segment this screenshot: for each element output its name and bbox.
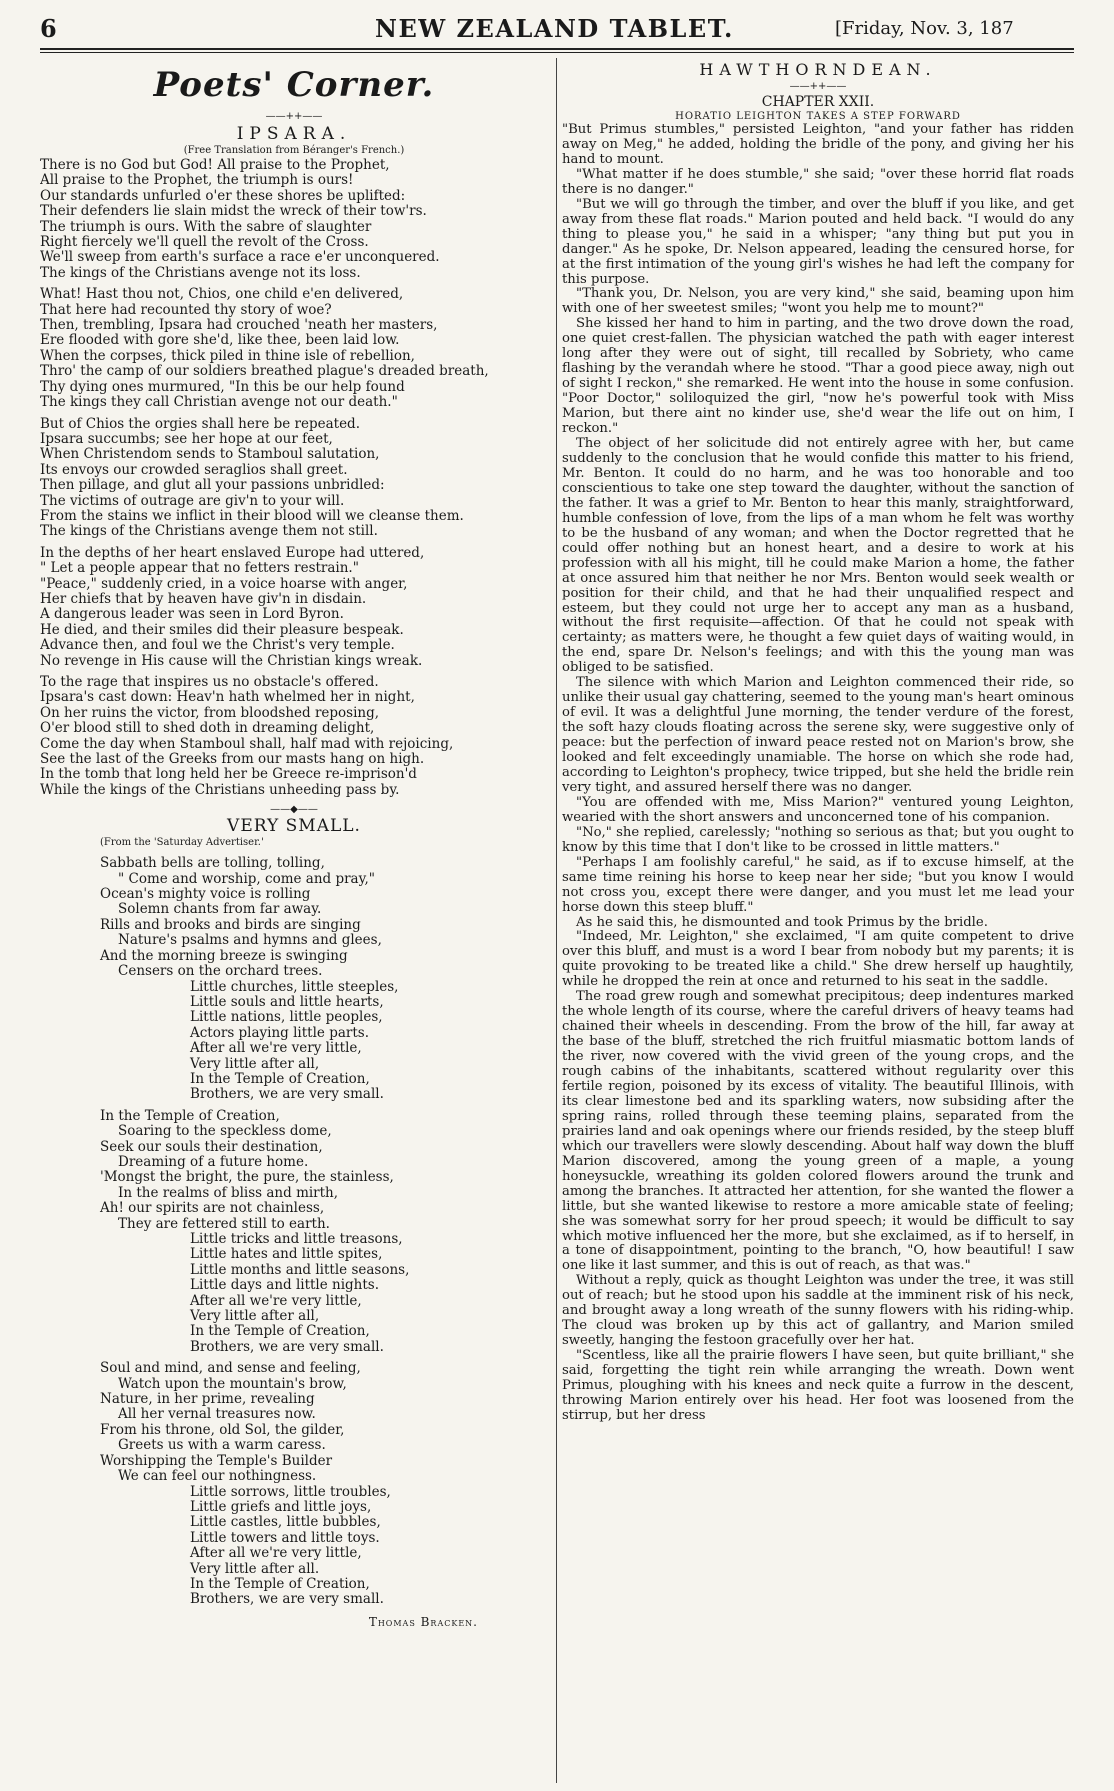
story-paragraph: As he said this, he dismounted and took Primus by the bridle. xyxy=(576,914,988,930)
poem-line: Ocean's mighty voice is rolling xyxy=(100,886,311,903)
poem-line: When Christendom sends to Stamboul salutation, xyxy=(40,446,380,463)
poem-line: A dangerous leader was seen in Lord Byron. xyxy=(40,606,344,623)
stanza xyxy=(100,1109,548,1356)
story-paragraph: "But we will go through the timber, and over the bluff if you like, and get away from these flat roads." Marion pouted and held back. "I would do any thing to please you," he said in a whisper; "any thing but put you in danger." As he spoke, Dr. Nelson appeared, leading the censured horse, for at the first intimation of the young girl's wishes he had left the company for this purpose. xyxy=(562,196,1074,287)
poem-line: No revenge in His cause will the Christian kings wreak. xyxy=(40,652,423,669)
poem-line: Little castles, little bubbles, xyxy=(190,1514,381,1531)
story-paragraph: Without a reply, quick as thought Leighton was under the tree, it was still out of reach; but he stood upon his saddle at the imminent risk of his neck, and brought away a long wreath of the sunny flowers with his riding-whip. The cloud was broken up by this act of gallantry, and Marion smiled sweetly, hanging the festoon gracefully over her hat. xyxy=(562,1273,1074,1349)
poem-line: After all we're very little, xyxy=(190,1040,362,1057)
story-ornament: ——++—— xyxy=(789,81,847,92)
poem-line: Little sorrows, little troubles, xyxy=(190,1483,391,1500)
story-paragraph: The object of her solicitude did not entirely agree with her, but came suddenly to the conclusion that he would confide this matter to his friend, Mr. Benton. It could do no harm, and he was too honorable and too conscientious to take one step toward the daughter, without the sanction of the father. It was a grief to Mr. Benton to hear this manly, straightforward, humble confession of love, from the lips of a man whom he felt was worthy to be the husband of any woman; and when the Doctor regretted that he could offer nothing but an honest heart, and a desire to work at his profession with all his might, till he could make Marion a home, the father at once assured him that neither he nor Mrs. Benton would seek wealth or position for their child, and that he had their unqualified respect and esteem, but they could not urge her to accept any man as a husband, without the first requisite—affection. Of that he could not speak with certainty; as matters were, he thought a few quiet days of waiting would, in the end, spare Dr. Nelson's feelings; and with this the young man was obliged to be satisfied. xyxy=(562,436,1074,676)
poem-line: Her chiefs that by heaven have giv'n in disdain. xyxy=(40,590,367,607)
poem-line: Their defenders lie slain midst the wreck of their tow'rs. xyxy=(40,203,427,220)
poem-line: Little nations, little peoples, xyxy=(190,1009,383,1026)
poem-line: Little days and little nights. xyxy=(190,1277,380,1294)
poem-subtitle-ipsara: (Free Translation from Béranger's French.) xyxy=(183,145,405,156)
poem-line: After all we're very little, xyxy=(190,1545,362,1562)
poem-line: Actors playing little parts. xyxy=(190,1024,369,1041)
poem-line: Very little after all, xyxy=(190,1308,320,1325)
poem-line: 'Mongst the bright, the pure, the stainless, xyxy=(100,1169,394,1186)
story-paragraph: "Indeed, Mr. Leighton," she exclaimed, "I am quite competent to drive over this bluff, and must is a word I bear from nobody but my parents; it is quite provoking to be treated like a child." She drew herself up haughtily, while he dropped the rein at once and returned to his seat in the saddle. xyxy=(562,929,1074,990)
issue-date: [Friday, Nov. 3, 187 xyxy=(835,18,1014,39)
poem-line: " Come and worship, come and pray," xyxy=(118,870,375,887)
story-paragraph: The silence with which Marion and Leighton commenced their ride, so unlike their usual gay chattering, seemed to the young man's heart ominous of evil. It was a delightful June morning, the tender verdure of the forest, the soft hazy clouds floating across the serene sky, were suggestive only of peace: but the perfection of inward peace rested not on Marion's brow, she looked and felt exceedingly unamiable. The horse on which she rode had, according to Leighton's prophecy, twice tripped, but she held the bridle rein very tight, and assured herself there was no danger. xyxy=(562,675,1074,795)
stanza xyxy=(40,158,548,281)
poem-line: What! Hast thou not, Chios, one child e'en delivered, xyxy=(40,286,404,303)
poem-line: In the depths of her heart enslaved Europe had uttered, xyxy=(40,544,425,561)
poem-line: See the last of the Greeks from our masts hang on high. xyxy=(40,751,425,768)
poem-line: Soaring to the speckless dome, xyxy=(118,1123,332,1140)
story-paragraph: The road grew rough and somewhat precipitous; deep indentures marked the whole length of its course, where the careful drivers of heavy teams had chained their wheels in descending. From the brow of the hill, far away at the base of the bluff, stretched the rich fruitful miasmatic bottom lands of the river, now covered with the vivid green of the young crops, and the rough cabins of the inhabitants, scattered without regularity over this fertile region, poisoned by its excess of vitality. The beautiful Illinois, with its clear limestone bed and its sparkling waters, now subsiding after the spring rains, rolled through these teeming plains, separated from the prairies land and oak openings where our friends resided, by the steep bluff which our travellers were slowly descending. About half way down the bluff Marion discovered, among the young green of a maple, a young honeysuckle, wreathing its golden colored flowers around the trunk and among the branches. It attracted her attention, for she wanted the flower a little, but she wanted likewise to restore a more amicable state of feeling; she was somewhat sorry for her proud speech; it would be difficult to say which motive influenced her the more, but she exclaimed, as if to herself, in a tone of disappointment, pointing to the branch, "O, how beautiful! I saw one like it last summer, and this is out of reach, as that was." xyxy=(562,989,1074,1274)
poem-line: That here had recounted thy story of woe? xyxy=(40,301,332,318)
poem-line: There is no God but God! All praise to the Prophet, xyxy=(40,157,390,173)
story-body xyxy=(562,123,1074,1424)
poem-line: Nature's psalms and hymns and glees, xyxy=(118,932,382,949)
poem-line: On her ruins the victor, from bloodshed reposing, xyxy=(40,704,380,721)
poem-line: Solemn chants from far away. xyxy=(118,901,322,918)
poem-line: But of Chios the orgies shall here be repeated. xyxy=(40,415,360,432)
story-paragraph: "Scentless, like all the prairie flowers I have seen, but quite brilliant," she said, forgetting the tight rein while arranging the wreath. Down went Primus, ploughing with his knees and neck quite a furrow in the descent, throwing Marion entirely over his head. Her foot was loosened from the stirrup, but her dress xyxy=(562,1348,1074,1423)
stanza xyxy=(40,675,548,798)
newspaper-title: NEW ZEALAND TABLET. xyxy=(375,14,734,43)
poem-line: In the Temple of Creation, xyxy=(190,1070,370,1087)
poem-line: The victims of outrage are giv'n to your will. xyxy=(40,492,345,509)
poem-line: Then pillage, and glut all your passions unbridled: xyxy=(40,477,385,494)
poem-title-ipsara: IPSARA. xyxy=(236,124,352,144)
department-heading: Poets' Corner. xyxy=(153,65,435,105)
poem-line: He died, and their smiles did their pleasure bespeak. xyxy=(40,621,404,638)
poem-line: Thy dying ones murmured, "In this be our help found xyxy=(40,378,405,395)
story-paragraph: "Perhaps I am foolishly careful," he said, as if to excuse himself, at the same time reining his horse to keep near her side; "but you know I would not cross you, except there were danger, and you must let me lead your horse down this steep bluff." xyxy=(562,854,1074,915)
story-paragraph: "No," she replied, carelessly; "nothing so serious as that; but you ought to know by this time that I don't like to be crossed in little matters." xyxy=(562,824,1074,855)
poem-line: Seek our souls their destination, xyxy=(100,1138,323,1155)
poem-line: Then, trembling, Ipsara had crouched 'neath her masters, xyxy=(40,317,438,334)
poem-author: Thomas Bracken. xyxy=(368,1614,478,1629)
poem-line: In the Temple of Creation, xyxy=(100,1107,280,1124)
poem-line: In the Temple of Creation, xyxy=(190,1323,370,1340)
poem-line: Dreaming of a future home. xyxy=(118,1153,309,1170)
poem-line: "Peace," suddenly cried, in a voice hoarse with anger, xyxy=(40,575,408,592)
poem-line: Very little after all, xyxy=(190,1055,320,1072)
right-column xyxy=(562,60,1074,1424)
poem-body-ipsara xyxy=(40,158,548,798)
poem-line: From his throne, old Sol, the gilder, xyxy=(100,1421,345,1438)
header-rule xyxy=(40,48,1074,50)
poem-line: Ah! our spirits are not chainless, xyxy=(100,1200,325,1217)
chapter-heading: CHAPTER XXII. xyxy=(761,94,875,110)
story-paragraph: "But Primus stumbles," persisted Leighton, "and your father has ridden away on Meg," he added, holding the bridle of the pony, and giving her his hand to mount. xyxy=(562,122,1074,167)
poem-line: The kings they call Christian avenge not our death." xyxy=(40,394,398,411)
ornament-divider: ——++—— xyxy=(265,111,323,122)
poem-line: Our standards unfurled o'er these shores be uplifted: xyxy=(40,187,406,204)
poem-line: While the kings of the Christians unheeding pass by. xyxy=(40,781,400,798)
story-title: HAWTHORNDEAN. xyxy=(699,60,937,79)
poem-line: Little griefs and little joys, xyxy=(190,1498,372,1515)
poem-line: We'll sweep from earth's surface a race e'er unconquered. xyxy=(40,249,440,266)
story-paragraph: "What matter if he does stumble," she said; "over these horrid flat roads there is no danger." xyxy=(562,166,1074,197)
poem-line: Greets us with a warm caress. xyxy=(118,1437,326,1454)
chapter-subtitle: HORATIO LEIGHTON TAKES A STEP FORWARD xyxy=(675,111,961,122)
poem-line: Very little after all. xyxy=(190,1560,320,1577)
poem-line: Little hates and little spites, xyxy=(190,1246,383,1263)
poem-line: Ere flooded with gore she'd, like thee, been laid low. xyxy=(40,332,400,349)
poem-line: Little tricks and little treasons, xyxy=(190,1231,403,1247)
poem-line: Little months and little seasons, xyxy=(190,1261,410,1278)
poem-subtitle-very-small: (From the 'Saturday Advertiser.' xyxy=(100,837,264,849)
poem-line: In the realms of bliss and mirth, xyxy=(118,1184,339,1201)
poem-line: Brothers, we are very small. xyxy=(190,1338,384,1355)
poem-line: The kings of the Christians avenge them not still. xyxy=(40,523,378,540)
story-paragraph: "Thank you, Dr. Nelson, you are very kind," she said, beaming upon him with one of her sweetest smiles; "wont you help me to mount?" xyxy=(562,286,1074,317)
stanza xyxy=(40,417,548,540)
poem-line: Rills and brooks and birds are singing xyxy=(100,916,361,933)
poem-line: And the morning breeze is swinging xyxy=(100,947,348,964)
poem-line: Sabbath bells are tolling, tolling, xyxy=(100,855,325,872)
poem-line: In the tomb that long held her be Greece re-imprison'd xyxy=(40,766,417,783)
poem-line: Brothers, we are very small. xyxy=(190,1086,384,1103)
poem-line: When the corpses, thick piled in thine isle of rebellion, xyxy=(40,347,415,364)
poem-line: All her vernal treasures now. xyxy=(118,1406,316,1423)
poem-body-very-small xyxy=(40,856,548,1608)
stanza xyxy=(100,1361,548,1608)
poem-line: Little churches, little steeples, xyxy=(190,978,399,995)
poem-line: Little towers and little toys. xyxy=(190,1529,380,1546)
poem-title-very-small: VERY SMALL. xyxy=(227,816,361,837)
poem-line: Censers on the orchard trees. xyxy=(118,963,323,980)
poem-line: They are fettered still to earth. xyxy=(118,1215,330,1232)
stanza xyxy=(100,856,548,1103)
poem-line: Thro' the camp of our soldiers breathed plague's dreaded breath, xyxy=(40,363,489,380)
poem-line: Right fiercely we'll quell the revolt of the Cross. xyxy=(40,234,369,251)
story-paragraph: She kissed her hand to him in parting, and the two drove down the road, one quiet crest-fallen. The physician watched the path with eager interest long after they were out of sight, till recalled by Sobriety, who came flashing by the verandah where he stood. "Thar a good piece away, nigh out of sight I reckon," she remarked. He went into the house in some confusion. "Poor Doctor," soliloquized the girl, "now he's powerful took with Miss Marion, but there aint no kinder use, she'd wear the life out on him, I reckon." xyxy=(562,316,1074,437)
poem-line: O'er blood still to shed doth in dreaming delight, xyxy=(40,720,375,737)
poem-line: The kings of the Christians avenge not its loss. xyxy=(40,264,361,281)
poem-line: In the Temple of Creation, xyxy=(190,1575,370,1592)
masthead xyxy=(0,0,1114,52)
poem-line: Ipsara's cast down: Heav'n hath whelmed her in night, xyxy=(40,689,415,706)
page-number: 6 xyxy=(40,14,57,43)
poem-line: To the rage that inspires us no obstacle's offered. xyxy=(40,674,379,690)
poem-line: Worshipping the Temple's Builder xyxy=(100,1452,333,1469)
stanza xyxy=(40,546,548,669)
header-rule-thin xyxy=(40,52,1074,53)
poem-line: Come the day when Stamboul shall, half mad with rejoicing, xyxy=(40,735,454,752)
section-separator: ——◆—— xyxy=(270,804,318,816)
poem-line: All praise to the Prophet, the triumph is ours! xyxy=(40,172,354,189)
poem-line: After all we're very little, xyxy=(190,1292,362,1309)
poem-line: Brothers, we are very small. xyxy=(190,1591,384,1608)
poem-line: The triumph is ours. With the sabre of slaughter xyxy=(40,218,372,235)
poem-line: Ipsara succumbs; see her hope at our feet, xyxy=(40,430,333,447)
poem-line: Watch upon the mountain's brow, xyxy=(118,1375,347,1392)
poem-line: Soul and mind, and sense and feeling, xyxy=(100,1360,361,1377)
poem-line: Its envoys our crowded seraglios shall greet. xyxy=(40,461,348,478)
poem-line: We can feel our nothingness. xyxy=(118,1468,317,1485)
column-divider xyxy=(556,58,557,1783)
story-paragraph: "You are offended with me, Miss Marion?" ventured young Leighton, wearied with the short answers and unconcerned tone of his companion. xyxy=(562,794,1074,825)
poem-line: Little souls and little hearts, xyxy=(190,993,384,1010)
poem-line: From the stains we inflict in their blood will we cleanse them. xyxy=(40,507,464,524)
stanza xyxy=(40,287,548,410)
poem-line: Advance then, and foul we the Christ's very temple. xyxy=(40,637,395,654)
poem-line: Nature, in her prime, revealing xyxy=(100,1391,315,1408)
poem-line: " Let a people appear that no fetters restrain." xyxy=(40,560,359,577)
left-column xyxy=(40,60,548,1630)
